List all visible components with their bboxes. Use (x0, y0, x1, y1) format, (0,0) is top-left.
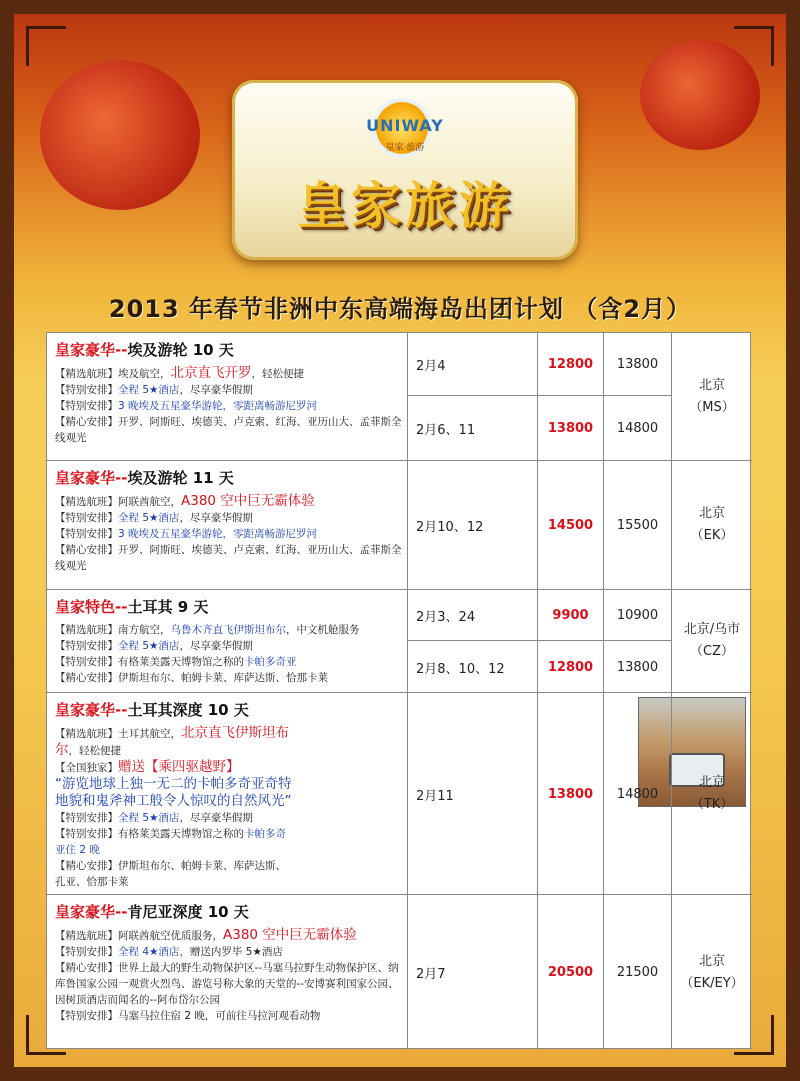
detail-text: 有格莱美露天博物馆之称的 (118, 828, 244, 840)
detail-label: 【精选航班】 (55, 624, 118, 636)
tour-separator: -- (115, 903, 128, 921)
detail-text: ，尽享豪华假期 (179, 640, 253, 652)
detail-text: “游览地球上独一无二的卡帕多奇亚奇特地貌和鬼斧神工般令人惊叹的自然风光” (55, 776, 292, 809)
departure-date: 2月10、12 (407, 461, 537, 590)
tour-heading (55, 596, 403, 618)
detail-label: 【精心安排】 (55, 544, 118, 556)
lantern-decoration (40, 60, 200, 210)
logo-card (232, 80, 578, 260)
tour-description (55, 699, 293, 890)
detail-text: A380 空中巨无霸体验 (181, 493, 315, 509)
tour-detail-line (55, 382, 403, 398)
detail-label: 【特别安排】 (55, 640, 118, 652)
departure-date: 2月3、24 (407, 590, 537, 640)
price-adult: 12800 (537, 333, 603, 395)
price-alt: 14800 (603, 395, 671, 461)
tour-detail-line (55, 944, 403, 960)
tour-row (47, 461, 752, 590)
detail-text: 世界上最大的野生动物保护区--马塞马拉野生动物保护区、纳库鲁国家公园一观赏火烈鸟、游览号称大象的天堂的--安博赛利国家公园、因树顶酒店而闻名的--阿布岱尔公园 (55, 962, 399, 1006)
departure-date: 2月4 (407, 333, 537, 395)
tour-name: 埃及游轮 11 天 (127, 469, 234, 487)
tour-detail-line (55, 654, 403, 670)
detail-text: 乌鲁木齐直飞伊斯坦布尔 (170, 624, 286, 636)
detail-text: 全程 4★酒店 (118, 946, 180, 958)
city-name: 北京 (698, 377, 725, 393)
detail-text: ，中文机舱服务 (286, 624, 360, 636)
detail-label: 【精选航班】 (55, 368, 118, 380)
detail-text: ，轻松便捷 (68, 745, 121, 757)
departure-date: 2月8、10、12 (407, 640, 537, 693)
tour-detail-line (55, 542, 403, 574)
detail-text: 阿联酋航空优质服务， (118, 930, 223, 942)
tour-tag: 皇家特色 (55, 598, 116, 616)
city-name: 北京 (698, 774, 725, 790)
tour-separator: -- (115, 341, 128, 359)
tour-tag: 皇家豪华 (55, 341, 116, 359)
detail-text: 阿联酋航空， (118, 496, 181, 508)
detail-label: 【全国独家】 (55, 762, 118, 774)
detail-label: 【特别安排】 (55, 384, 118, 396)
detail-label: 【特别安排】 (55, 946, 118, 958)
airline-code: （MS） (689, 399, 735, 415)
price-alt: 10900 (603, 590, 671, 640)
tour-separator: -- (115, 469, 128, 487)
detail-label: 【精选航班】 (55, 496, 118, 508)
detail-label: 【精心安排】 (55, 962, 118, 974)
corner-ornament (26, 1015, 66, 1055)
detail-text: 赠送【乘四驱越野】 (118, 759, 240, 775)
tour-detail-line (55, 638, 403, 654)
detail-text: 土耳其航空， (118, 728, 181, 740)
detail-label: 【精心安排】 (55, 860, 118, 872)
detail-label: 【特别安排】 (55, 400, 118, 412)
tour-description (55, 467, 403, 574)
tour-detail-line (55, 365, 403, 382)
tour-description (55, 339, 403, 446)
tour-name: 埃及游轮 10 天 (127, 341, 234, 359)
brand-name-en: UNIWAY (366, 116, 444, 135)
corner-ornament (734, 26, 774, 66)
tour-row (47, 333, 752, 461)
tour-separator: -- (115, 701, 128, 719)
tour-description (55, 901, 403, 1024)
tour-heading (55, 467, 403, 489)
tour-table (46, 332, 751, 1049)
plan-title: 2013 年春节非洲中东高端海岛出团计划 （含2月） (108, 295, 692, 323)
departure-date: 2月7 (407, 895, 537, 1050)
detail-text: ，轻松便捷 (251, 368, 304, 380)
airline-code: （EK/EY） (680, 975, 744, 991)
price-alt: 13800 (603, 333, 671, 395)
detail-text: 3 晚埃及五星豪华游轮，零距离畅游尼罗河 (118, 400, 318, 412)
tour-detail-line (55, 414, 403, 446)
detail-label: 【特别安排】 (55, 512, 118, 524)
price-adult: 13800 (537, 693, 603, 895)
tour-detail-line (55, 960, 403, 1008)
corner-ornament (734, 1015, 774, 1055)
tour-name: 肯尼亚深度 10 天 (127, 903, 249, 921)
detail-label: 【精心安排】 (55, 672, 118, 684)
detail-text: ，尽享豪华假期 (179, 512, 253, 524)
detail-text: 3 晚埃及五星豪华游轮，零距离畅游尼罗河 (118, 528, 318, 540)
detail-text: 马塞马拉住宿 2 晚，可前往马拉河观看动物 (118, 1010, 321, 1022)
price-adult: 20500 (537, 895, 603, 1050)
detail-label: 【特别安排】 (55, 812, 118, 824)
detail-label: 【特别安排】 (55, 656, 118, 668)
price-adult: 14500 (537, 461, 603, 590)
detail-label: 【特别安排】 (55, 828, 118, 840)
tour-detail-line (55, 810, 293, 826)
city-name: 北京 (698, 953, 725, 969)
airline-code: （EK） (690, 528, 734, 543)
tour-tag: 皇家豪华 (55, 701, 116, 719)
tour-detail-line (55, 670, 403, 686)
tour-detail-line (55, 1008, 403, 1024)
detail-text: 卡帕多奇亚 (244, 656, 297, 668)
tour-row (47, 693, 752, 895)
tour-detail-line (55, 622, 403, 638)
detail-label: 【特别安排】 (55, 1010, 118, 1022)
detail-text: ，尽享豪华假期 (179, 812, 253, 824)
detail-text: 开罗、阿斯旺、埃德芙、卢克索、红海、亚历山大、孟菲斯全线观光 (55, 544, 402, 572)
price-alt: 15500 (603, 461, 671, 590)
departure-city (671, 461, 752, 589)
tour-separator: -- (115, 598, 128, 616)
detail-text: 南方航空， (118, 624, 171, 636)
tour-detail-line (55, 858, 293, 890)
detail-label: 【精选航班】 (55, 728, 118, 740)
price-alt: 14800 (603, 693, 671, 895)
city-name: 北京 (698, 506, 725, 521)
detail-text: A380 空中巨无霸体验 (223, 927, 357, 943)
detail-text: 全程 5★酒店 (118, 640, 180, 652)
tour-detail-line (55, 398, 403, 414)
airline-code: （TK） (690, 796, 734, 812)
detail-text: 有格莱美露天博物馆之称的 (118, 656, 244, 668)
tour-heading (55, 699, 293, 721)
tour-name: 土耳其 9 天 (127, 598, 209, 616)
detail-text: 全程 5★酒店 (118, 512, 180, 524)
departure-city (671, 693, 752, 894)
tour-tag: 皇家豪华 (55, 469, 116, 487)
detail-text: 伊斯坦布尔、帕姆卡莱、库萨达斯、恰那卡莱 (118, 672, 328, 684)
detail-text: 伊斯坦布尔、帕姆卡莱、库萨达斯、孔亚、恰那卡莱 (55, 860, 286, 888)
brand-name-cn: 皇家旅游 (297, 177, 513, 235)
tour-tag: 皇家豪华 (55, 903, 116, 921)
price-adult: 12800 (537, 640, 603, 693)
tour-detail-line (55, 510, 403, 526)
detail-label: 【特别安排】 (55, 528, 118, 540)
departure-date: 2月11 (407, 693, 537, 895)
tour-name: 土耳其深度 10 天 (127, 701, 249, 719)
price-alt: 13800 (603, 640, 671, 693)
detail-text: 埃及航空， (118, 368, 171, 380)
tour-detail-line (55, 826, 293, 858)
departure-date: 2月6、11 (407, 395, 537, 461)
detail-text: 全程 5★酒店 (118, 384, 180, 396)
tour-detail-line (55, 759, 293, 776)
tour-row (47, 590, 752, 693)
tour-detail-line (55, 493, 403, 510)
corner-ornament (26, 26, 66, 66)
detail-text: 北京直飞伊斯坦布尔 (55, 725, 289, 758)
price-adult: 13800 (537, 395, 603, 461)
tour-detail-line (55, 725, 293, 759)
detail-text: ，尽享豪华假期 (179, 384, 253, 396)
detail-label: 【精心安排】 (55, 416, 118, 428)
price-alt: 21500 (603, 895, 671, 1050)
airline-code: （CZ） (690, 644, 734, 659)
price-adult: 9900 (537, 590, 603, 640)
detail-text: 开罗、阿斯旺、埃德芙、卢克索、红海、亚历山大、孟菲斯全线观光 (55, 416, 402, 444)
detail-text: 卡帕多奇亚住 2 晚 (55, 828, 286, 856)
detail-text: 全程 5★酒店 (118, 812, 180, 824)
tour-heading (55, 901, 403, 923)
brand-subtitle: 皇家·旅游 (385, 143, 425, 153)
departure-city (671, 333, 752, 460)
tour-detail-line (55, 776, 293, 810)
departure-city (671, 590, 752, 692)
detail-text: ，赠送内罗毕 5★酒店 (179, 946, 283, 958)
tour-detail-line (55, 927, 403, 944)
tour-description (55, 596, 403, 686)
tour-detail-line (55, 526, 403, 542)
city-name: 北京/乌市 (683, 622, 741, 637)
tour-row (47, 895, 752, 1050)
detail-text: 北京直飞开罗 (170, 365, 252, 381)
detail-label: 【精选航班】 (55, 930, 118, 942)
tour-heading (55, 339, 403, 361)
